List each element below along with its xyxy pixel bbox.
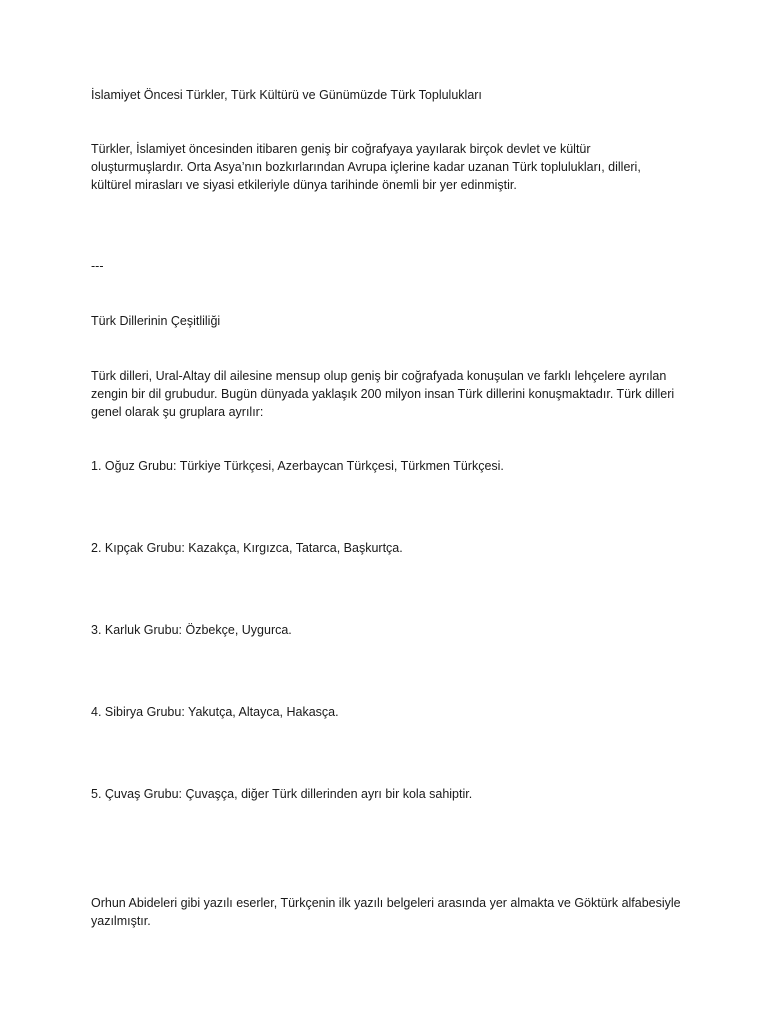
document-title: İslamiyet Öncesi Türkler, Türk Kültürü ve Günümüzde Türk Toplulukları [91,88,482,102]
section-intro-paragraph: Türk dilleri, Ural-Altay dil ailesine mensup olup geniş bir coğrafyada konuşulan ve farklı lehçelere ayrılan zengin bir dil grubudur. Bugün dünyada yaklaşık 200 milyon insan Türk dillerini konuşmaktadır. Türk dilleri genel olarak şu gruplara ayrılır: [91,369,675,419]
closing-paragraph: Orhun Abideleri gibi yazılı eserler, Türkçenin ilk yazılı belgeleri arasında yer almakta ve Göktürk alfabesiyle yazılmıştır. [91,896,681,928]
list-item-karluk: 3. Karluk Grubu: Özbekçe, Uygurca. [91,623,292,637]
list-item-kipcak: 2. Kıpçak Grubu: Kazakça, Kırgızca, Tatarca, Başkurtça. [91,541,403,555]
separator-line: --- [91,259,104,273]
list-item-oguz: 1. Oğuz Grubu: Türkiye Türkçesi, Azerbaycan Türkçesi, Türkmen Türkçesi. [91,459,504,473]
list-item-cuvas: 5. Çuvaş Grubu: Çuvaşça, diğer Türk dillerinden ayrı bir kola sahiptir. [91,787,473,801]
list-item-sibirya: 4. Sibirya Grubu: Yakutça, Altayca, Hakasça. [91,705,339,719]
section-heading: Türk Dillerinin Çeşitliliği [91,314,221,328]
intro-paragraph: Türkler, İslamiyet öncesinden itibaren geniş bir coğrafyaya yayılarak birçok devlet ve kültür oluşturmuşlardır. Orta Asya’nın bozkırlarından Avrupa içlerine kadar uzanan Türk toplulukları, dilleri, kültürel mirasları ve siyasi etkileriyle dünya tarihinde önemli bir yer edinmiştir. [91,142,641,192]
